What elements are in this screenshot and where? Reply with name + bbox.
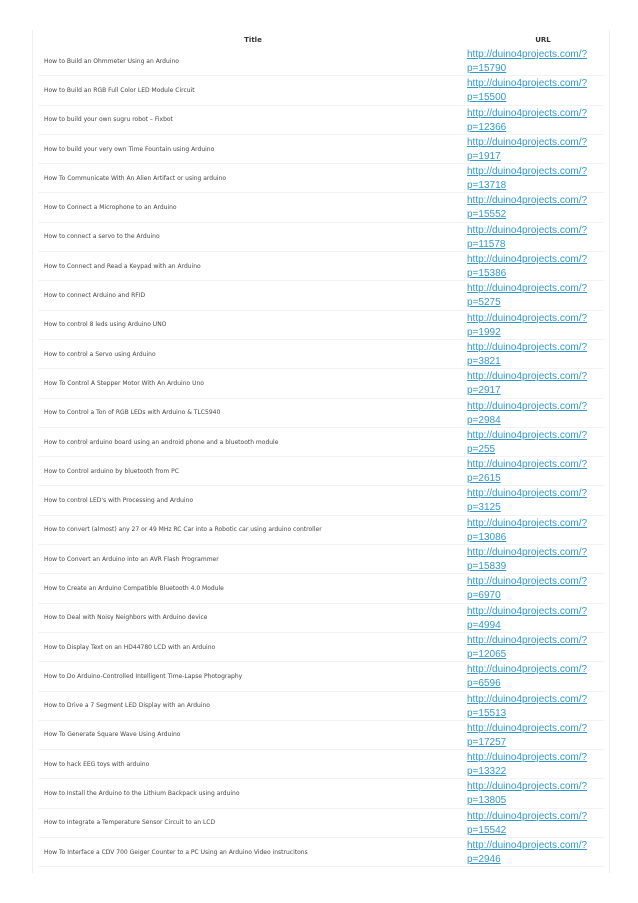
- row-url-link[interactable]: [467, 517, 597, 545]
- table-row: [38, 721, 604, 750]
- url-line-2: p=12065: [467, 648, 507, 660]
- row-url-link[interactable]: [467, 546, 597, 574]
- row-url-link[interactable]: [467, 663, 597, 691]
- table-row: [38, 340, 604, 369]
- row-url-link[interactable]: [467, 224, 597, 252]
- row-title: How To Generate Square Wave Using Arduino: [44, 731, 181, 739]
- table-row: [38, 311, 604, 340]
- row-title: How to control arduino board using an android phone and a bluetooth module: [44, 438, 279, 446]
- row-url-link[interactable]: [467, 194, 597, 222]
- table-row: [38, 516, 604, 545]
- table-row: [38, 135, 604, 164]
- url-line-1: http://duino4projects.com/?: [467, 371, 588, 383]
- url-line-1: http://duino4projects.com/?: [467, 283, 588, 295]
- row-url-link[interactable]: [467, 165, 597, 193]
- url-line-2: p=13322: [467, 766, 507, 778]
- table-row: [38, 633, 604, 662]
- row-url-link[interactable]: [467, 693, 597, 721]
- url-line-1: http://duino4projects.com/?: [467, 576, 588, 588]
- url-line-1: http://duino4projects.com/?: [467, 693, 588, 705]
- row-title: How To Control A Stepper Motor With An Arduino Uno: [44, 379, 204, 387]
- url-line-1: http://duino4projects.com/?: [467, 195, 588, 207]
- url-line-1: http://duino4projects.com/?: [467, 224, 588, 236]
- row-title: How to Integrate a Temperature Sensor Circuit to an LCD: [44, 819, 216, 827]
- row-url-link[interactable]: [467, 282, 597, 310]
- url-line-2: p=5275: [467, 297, 501, 309]
- row-title: How to control 8 leds using Arduino UNO: [44, 321, 167, 329]
- url-line-1: http://duino4projects.com/?: [467, 341, 588, 353]
- table-row: [38, 223, 604, 252]
- table-row: [38, 545, 604, 574]
- url-line-1: http://duino4projects.com/?: [467, 605, 588, 617]
- row-title: How To Communicate With An Alien Artifact or using arduino: [44, 174, 227, 182]
- url-line-1: http://duino4projects.com/?: [467, 634, 588, 646]
- table-row: [38, 662, 604, 691]
- row-title: How to Install the Arduino to the Lithium Backpack using arduino: [44, 790, 240, 798]
- url-line-1: http://duino4projects.com/?: [467, 166, 588, 178]
- row-title: How to Control a Ton of RGB LEDs with Arduino & TLC5940: [44, 409, 221, 417]
- row-title: How to Build an RGB Full Color LED Module Circuit: [44, 86, 195, 94]
- url-line-1: http://duino4projects.com/?: [467, 459, 588, 471]
- url-line-2: p=15386: [467, 268, 507, 280]
- table-header: [38, 33, 604, 47]
- url-line-1: http://duino4projects.com/?: [467, 136, 588, 148]
- row-title: How to Build an Ohmmeter Using an Arduino: [44, 57, 179, 65]
- row-title: How to Create an Arduino Compatible Bluetooth 4.0 Module: [44, 584, 224, 592]
- url-line-1: http://duino4projects.com/?: [467, 547, 588, 559]
- row-title: How to Display Text on an HD44780 LCD with an Arduino: [44, 643, 216, 651]
- table-row: [38, 750, 604, 779]
- url-line-1: http://duino4projects.com/?: [467, 840, 588, 852]
- url-line-1: http://duino4projects.com/?: [467, 722, 588, 734]
- url-line-2: p=1992: [467, 326, 501, 338]
- table-row: [38, 252, 604, 281]
- row-title: How to connect Arduino and RFID: [44, 292, 146, 300]
- url-line-2: p=4994: [467, 619, 501, 631]
- url-line-1: http://duino4projects.com/?: [467, 400, 588, 412]
- url-line-2: p=15790: [467, 63, 507, 74]
- row-url-link[interactable]: [467, 77, 597, 105]
- row-title: How to build your very own Time Fountain using Arduino: [44, 145, 215, 153]
- url-line-2: p=15500: [467, 92, 507, 104]
- row-url-link[interactable]: [467, 780, 597, 808]
- url-line-1: http://duino4projects.com/?: [467, 312, 588, 324]
- row-title: How To Interface a CDV 700 Geiger Counter to a PC Using an Arduino Video instrucitons: [44, 848, 308, 856]
- table-row: [38, 76, 604, 105]
- url-line-1: http://duino4projects.com/?: [467, 49, 588, 60]
- row-url-link[interactable]: [467, 634, 597, 662]
- table-row: [38, 604, 604, 633]
- row-title: How to build your own sugru robot – Fixbot: [44, 116, 173, 124]
- table-row: [38, 369, 604, 398]
- row-url-link[interactable]: [467, 48, 597, 76]
- row-title: How to Convert an Arduino into an AVR Flash Programmer: [44, 555, 219, 563]
- url-line-1: http://duino4projects.com/?: [467, 78, 588, 90]
- url-line-2: p=13086: [467, 531, 507, 543]
- url-line-2: p=255: [467, 443, 496, 455]
- table-body: [38, 47, 604, 867]
- url-line-1: http://duino4projects.com/?: [467, 488, 588, 500]
- url-line-2: p=12366: [467, 121, 507, 133]
- row-url-link[interactable]: [467, 136, 597, 164]
- title-column-header: Title: [244, 36, 262, 44]
- row-url-link[interactable]: [467, 722, 597, 750]
- url-column-header: URL: [535, 36, 551, 44]
- row-title: How to convert (almost) any 27 or 49 MHz RC Car into a Robotic car using arduino controller: [44, 526, 322, 534]
- row-url-link[interactable]: [467, 370, 597, 398]
- row-title: How to Drive a 7 Segment LED Display with an Arduino: [44, 702, 210, 710]
- table-row: [38, 779, 604, 808]
- url-line-1: http://duino4projects.com/?: [467, 664, 588, 676]
- table-row: [38, 486, 604, 515]
- url-line-1: http://duino4projects.com/?: [467, 107, 588, 119]
- url-line-2: p=15552: [467, 209, 507, 221]
- table-row: [38, 457, 604, 486]
- row-url-link[interactable]: [467, 751, 597, 779]
- url-line-2: p=6596: [467, 678, 501, 690]
- table-row: [38, 47, 604, 76]
- url-line-1: http://duino4projects.com/?: [467, 752, 588, 764]
- row-url-link[interactable]: [467, 458, 597, 486]
- url-line-1: http://duino4projects.com/?: [467, 429, 588, 441]
- url-line-2: p=1917: [467, 150, 501, 162]
- row-url-link[interactable]: [467, 341, 597, 369]
- url-line-2: p=2984: [467, 414, 501, 426]
- url-line-2: p=13718: [467, 180, 507, 192]
- row-title: How to connect a servo to the Arduino: [44, 233, 160, 241]
- table-row: [38, 428, 604, 457]
- row-title: How to Do Arduino-Controlled Intelligent Time-Lapse Photography: [44, 672, 243, 680]
- table-row: [38, 399, 604, 428]
- row-url-link[interactable]: [467, 312, 597, 340]
- row-title: How to Deal with Noisy Neighbors with Arduino device: [44, 614, 208, 622]
- url-line-2: p=2615: [467, 473, 501, 485]
- url-line-2: p=3125: [467, 502, 501, 514]
- url-line-2: p=17257: [467, 736, 507, 748]
- row-title: How to Control arduino by bluetooth from PC: [44, 467, 179, 475]
- url-line-2: p=3821: [467, 355, 501, 367]
- table-row: [38, 164, 604, 193]
- table-row: [38, 692, 604, 721]
- table-row: [38, 574, 604, 603]
- url-line-2: p=15542: [467, 824, 507, 836]
- url-line-2: p=11578: [467, 238, 506, 250]
- url-line-1: http://duino4projects.com/?: [467, 781, 588, 793]
- row-url-link[interactable]: [467, 605, 597, 633]
- row-title: How to control LED's with Processing and Arduino: [44, 497, 194, 505]
- url-line-2: p=13805: [467, 795, 507, 807]
- row-url-link[interactable]: [467, 400, 597, 428]
- table-row: [38, 838, 604, 867]
- url-line-1: http://duino4projects.com/?: [467, 810, 588, 822]
- table-row: [38, 809, 604, 838]
- row-url-link[interactable]: [467, 839, 597, 867]
- table-row: [38, 281, 604, 310]
- row-url-link[interactable]: [467, 810, 597, 838]
- projects-table: [38, 33, 604, 867]
- row-title: How to Connect and Read a Keypad with an Arduino: [44, 262, 201, 270]
- url-line-2: p=6970: [467, 590, 501, 602]
- table-row: [38, 106, 604, 135]
- url-line-1: http://duino4projects.com/?: [467, 517, 588, 529]
- url-line-2: p=2946: [467, 854, 501, 866]
- url-line-1: http://duino4projects.com/?: [467, 254, 588, 266]
- table-row: [38, 193, 604, 222]
- row-url-link[interactable]: [467, 429, 597, 457]
- row-title: How to control a Servo using Arduino: [44, 350, 156, 358]
- url-line-2: p=15839: [467, 561, 507, 573]
- url-line-2: p=2917: [467, 385, 501, 397]
- row-url-link[interactable]: [467, 253, 597, 281]
- row-title: How to Connect a Microphone to an Arduino: [44, 204, 177, 212]
- row-url-link[interactable]: [467, 487, 597, 515]
- row-url-link[interactable]: [467, 107, 597, 135]
- url-line-2: p=15513: [467, 707, 507, 719]
- row-url-link[interactable]: [467, 575, 597, 603]
- row-title: How to hack EEG toys with arduino: [44, 760, 150, 768]
